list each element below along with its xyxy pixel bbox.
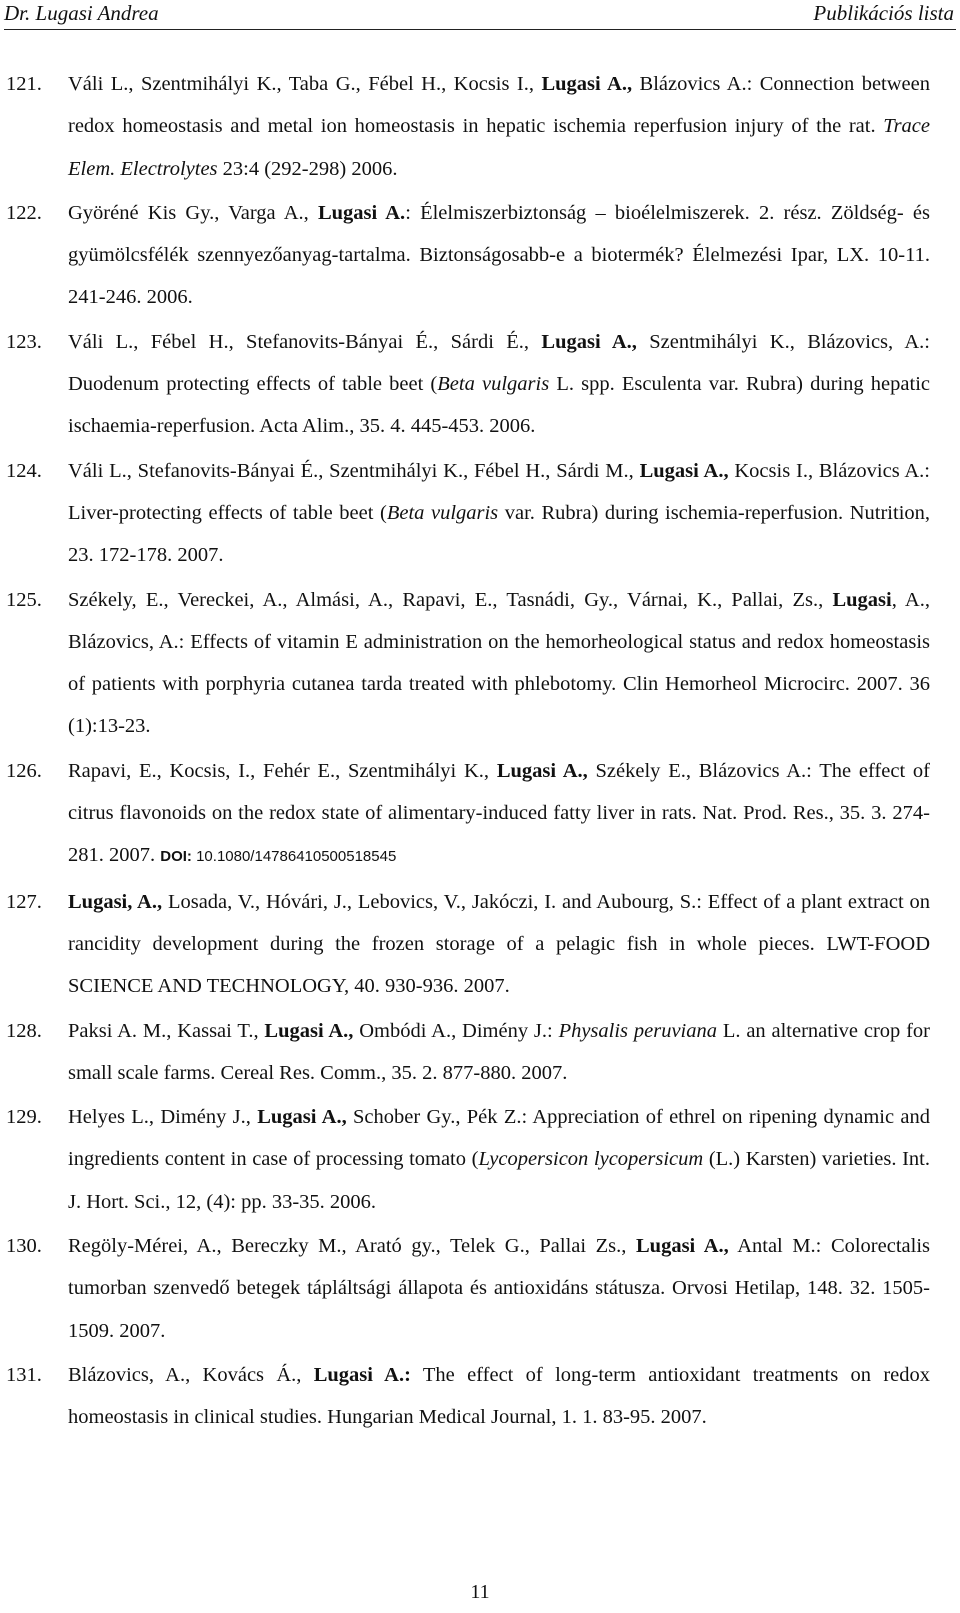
citation-text: (L.) Karsten) varieties. Int. J. Hort. Sci., 12, (4): pp. 33-35. 2006. [68, 1148, 930, 1213]
citation-text: Váli L., Szentmihályi K., Taba G., Fébel H., Kocsis I., [68, 73, 542, 95]
citation-text: 10.1080/14786410500518545 [191, 848, 397, 866]
citation-bold-text: Lugasi [832, 588, 892, 611]
publication-entry [0, 321, 960, 448]
entry-number: 125. [6, 588, 42, 611]
publication-entry [0, 1354, 960, 1439]
citation-text: Kocsis I., Blázovics A.: Liver-protecting effects of table beet ( [68, 459, 931, 524]
entry-number: 131. [6, 1363, 42, 1386]
citation-italic-text: Trace Elem. Electrolytes [68, 115, 930, 180]
citation-text: , A., Blázovics, A.: Effects of vitamin E administration on the hemorheological status and redox homeostasis of patients with porphyria cutanea tarda treated with phlebotomy. Clin Hemorheol Microcirc. 2007. 36 (1):13-23. [68, 588, 930, 738]
publication-entry [0, 450, 960, 577]
entry-citation [68, 881, 930, 1008]
citation-text: Regöly-Mérei, A., Bereczky M., Arató gy., Telek G., Pallai Zs., [68, 1235, 636, 1258]
citation-text: Helyes L., Dimény J., [68, 1106, 258, 1129]
citation-text: 23:4 (292-298) 2006. [217, 157, 398, 180]
citation-bold-text: Lugasi A. [317, 201, 406, 224]
citation-text: var. Rubra) during ischemia-reperfusion. Nutrition, 23. 172-178. 2007. [68, 501, 931, 567]
page-header [4, 0, 956, 30]
entry-number: 128. [6, 1019, 42, 1042]
entry-number: 129. [6, 1106, 42, 1129]
citation-text: Váli L., Stefanovits-Bányai É., Szentmihályi K., Fébel H., Sárdi M., [68, 459, 640, 482]
citation-text: Rapavi, E., Kocsis, I., Fehér E., Szentmihályi K., [68, 759, 497, 782]
citation-italic-text: Beta vulgaris [437, 373, 550, 396]
entry-citation [68, 579, 930, 748]
header-author: Dr. Lugasi Andrea [4, 1, 159, 25]
publication-entry [0, 881, 960, 1008]
citation-text: Szentmihályi K., Blázovics, A.: Duodenum protecting effects of table beet ( [68, 330, 930, 396]
citation-text: : Élelmiszerbiztonság – bioélelmiszerek. 2. rész. Zöldség- és gyümölcsfélék szennyezőanyag-tartalma. Biztonságosabb-e a biotermék? Élelmezési Ipar, LX. 10-11. 241-246. 2006. [68, 201, 930, 309]
citation-bold-text: Lugasi A., [541, 330, 637, 353]
publication-entry [0, 63, 960, 190]
entry-number: 123. [6, 330, 42, 353]
publication-list [0, 63, 960, 1441]
citation-text: Antal M.: Colorectalis tumorban szenvedő betegek tápláltsági állapota és antioxidáns státusza. Orvosi Hetilap, 148. 32. 1505-1509. 2007. [68, 1235, 930, 1342]
publication-entry [0, 1225, 960, 1352]
citation-bold-text: Lugasi A., [257, 1106, 347, 1129]
citation-bold-text: Lugasi A., [496, 759, 588, 782]
entry-number: 124. [6, 459, 42, 482]
entry-number: 127. [6, 890, 42, 913]
entry-citation [68, 1225, 930, 1352]
publication-entry [0, 192, 960, 319]
citation-bold-text: Lugasi A., [639, 459, 729, 482]
entry-citation [68, 192, 930, 319]
entry-citation [68, 1354, 930, 1439]
citation-text: Blázovics, A., Kovács Á., [68, 1363, 314, 1386]
citation-text: Ombódi A., Dimény J.: [353, 1019, 559, 1042]
entry-citation [68, 750, 930, 879]
entry-number: 126. [6, 759, 42, 782]
publication-entry [0, 579, 960, 748]
publication-entry [0, 1096, 960, 1223]
entry-number: 122. [6, 201, 42, 224]
publication-entry [0, 750, 960, 879]
citation-text: L. an alternative crop for small scale farms. Cereal Res. Comm., 35. 2. 877-880. 2007. [68, 1019, 931, 1084]
entry-citation [68, 321, 930, 448]
header-title: Publikációs lista [813, 1, 954, 25]
citation-bold-text: Lugasi A., [541, 73, 640, 95]
citation-text: Székely E., Blázovics A.: The effect of citrus flavonoids on the redox state of alimentary-induced fatty liver in rats. Nat. Prod. Res., 35. 3. 274-281. 2007. [68, 759, 931, 867]
citation-bold-text: DOI: [160, 848, 192, 866]
citation-text: Losada, V., Hóvári, J., Lebovics, V., Jakóczi, I. and Aubourg, S.: Effect of a plant extract on rancidity development during the frozen storage of a pelagic fish in whole pieces. LWT-FOOD SCIENCE AND TECHNOLOGY, 40. 930-936. 2007. [68, 890, 931, 998]
entry-citation [68, 1010, 930, 1095]
entry-number: 130. [6, 1235, 42, 1258]
citation-text: L. spp. Esculenta var. Rubra) during hepatic ischaemia-reperfusion. Acta Alim., 35. 4. 445-453. 2006. [68, 373, 930, 438]
entry-citation [68, 450, 930, 577]
citation-italic-text: Beta vulgaris [386, 501, 499, 524]
citation-bold-text: Lugasi A.: [313, 1363, 411, 1386]
citation-text: Székely, E., Vereckei, A., Almási, A., Rapavi, E., Tasnádi, Gy., Várnai, K., Pallai, Zs., [68, 588, 833, 611]
page-number: 11 [470, 1581, 490, 1603]
citation-italic-text: Physalis peruviana [558, 1019, 717, 1042]
entry-number: 121. [6, 73, 42, 95]
citation-bold-text: Lugasi A., [264, 1019, 354, 1042]
citation-text: Schober Gy., Pék Z.: Appreciation of ethrel on ripening dynamic and ingredients content in case of processing tomato ( [68, 1106, 930, 1171]
citation-text: Paksi A. M., Kassai T., [68, 1019, 265, 1042]
citation-text: The effect of long-term antioxidant treatments on redox homeostasis in clinical studies. Hungarian Medical Journal, 1. 1. 83-95. 2007. [68, 1363, 931, 1429]
citation-bold-text: Lugasi A., [636, 1235, 729, 1258]
citation-text: Blázovics A.: Connection between redox homeostasis and metal ion homeostasis in hepatic ischemia reperfusion injury of the rat. [68, 73, 930, 138]
publication-entry [0, 1010, 960, 1095]
entry-citation [68, 63, 930, 190]
entry-citation [68, 1096, 930, 1223]
citation-text: Györéné Kis Gy., Varga A., [68, 201, 318, 224]
citation-bold-text: Lugasi, A., [68, 890, 163, 913]
citation-italic-text: Lycopersicon lycopersicum [478, 1148, 704, 1171]
citation-text: Váli L., Fébel H., Stefanovits-Bányai É., Sárdi É., [68, 330, 542, 353]
